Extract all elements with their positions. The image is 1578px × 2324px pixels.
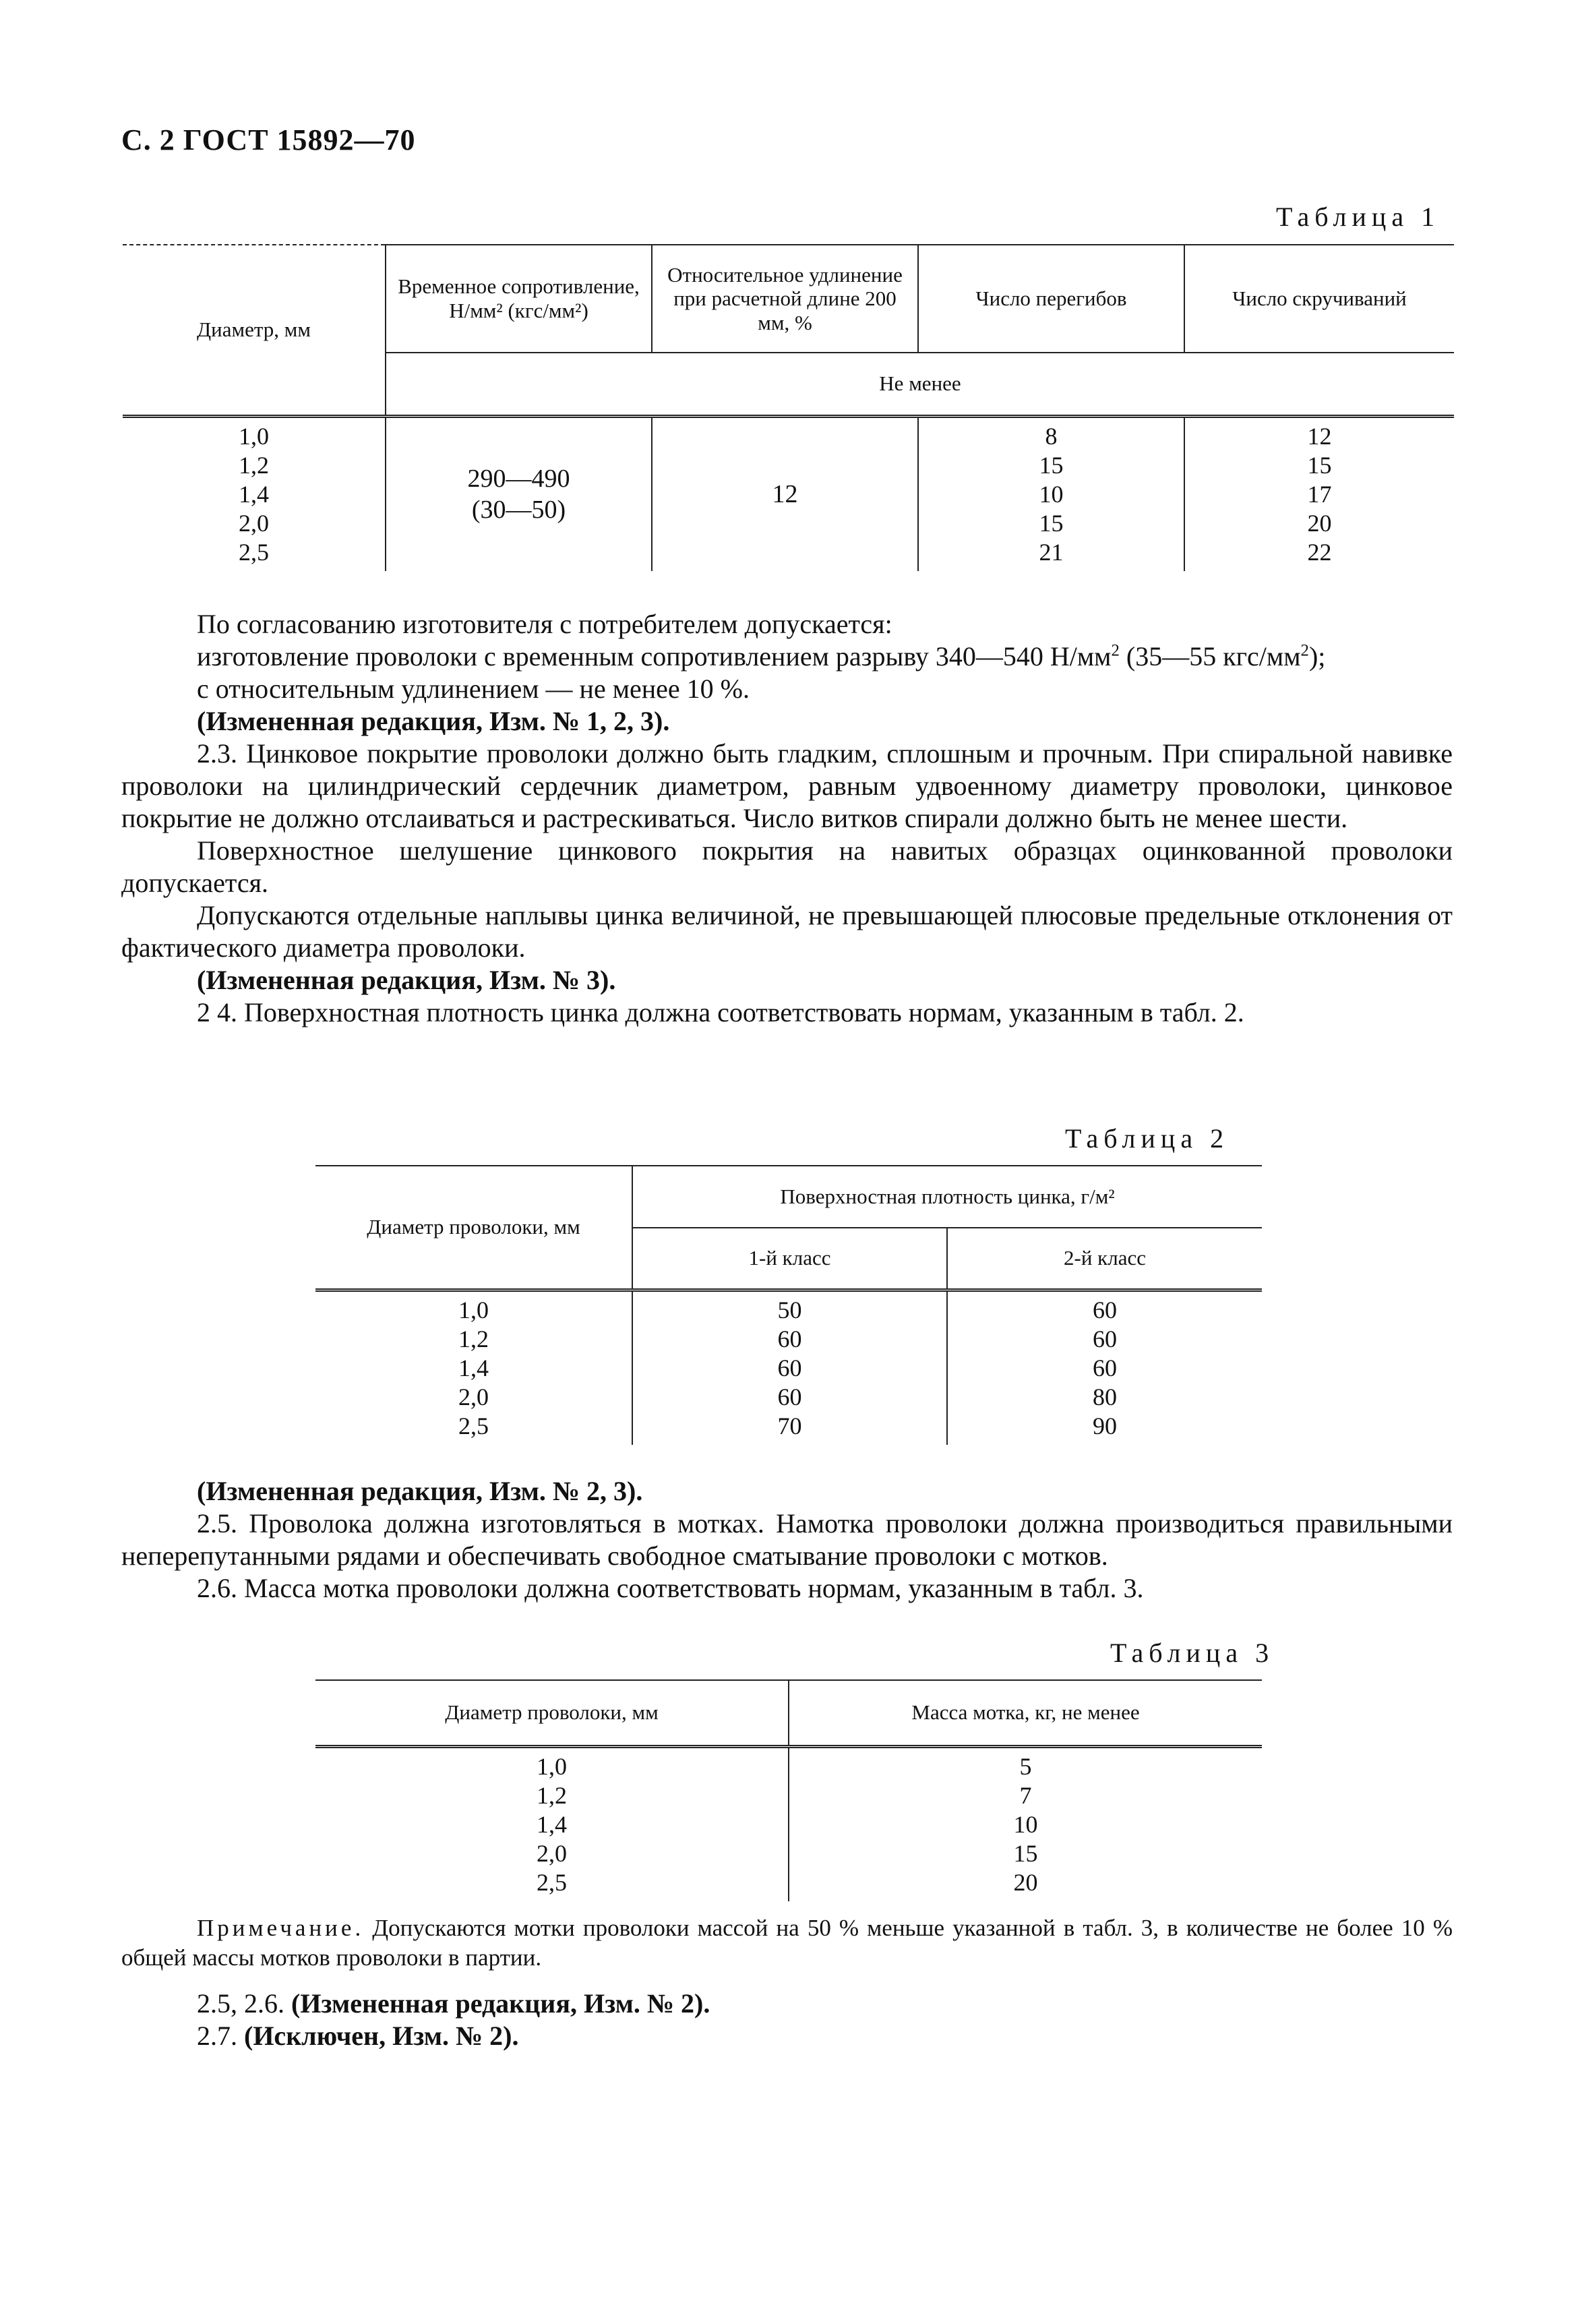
t2-header-class2: 2-й класс: [947, 1228, 1262, 1290]
amendment-text: (Исключен, Изм. № 2).: [244, 2021, 519, 2051]
table1-caption: Таблица 1: [1276, 202, 1440, 232]
t1-header-elongation: Относительное удлинение при расчетной длине 200 мм, %: [652, 245, 918, 353]
clause-2-6: 2.6. Масса мотка проволоки должна соответствовать нормам, указанным в табл. 3.: [197, 1573, 1144, 1603]
t3-header-mass: Масса мотка, кг, не менее: [789, 1680, 1262, 1746]
clause-2-5: 2.5. Проволока должна изготовляться в мотках. Намотка проволоки должна производиться правильными неперепутанными рядами и обеспечивать свободное сматывание проволоки с мотков.: [121, 1508, 1453, 1571]
amendment-note: (Измененная редакция, Изм. № 2, 3).: [197, 1476, 643, 1506]
t2-header-class1: 1-й класс: [632, 1228, 947, 1290]
text-block-2: [121, 1475, 1453, 1605]
t1-col-twists: 12 15 17 20 22: [1184, 416, 1454, 571]
table2-caption: Таблица 2: [1065, 1123, 1230, 1154]
page-header: С. 2 ГОСТ 15892—70: [121, 123, 416, 156]
table3-caption: Таблица 3: [1110, 1638, 1275, 1668]
t2-col-class2: 60 60 60 80 90: [947, 1290, 1262, 1445]
clause-number: 2.5, 2.6.: [197, 1988, 291, 2019]
t2-col-diameters: 1,0 1,2 1,4 2,0 2,5: [315, 1290, 632, 1445]
t1-header-diameter: Диаметр, мм: [123, 245, 386, 416]
t3-col-mass: 5 7 10 15 20: [789, 1746, 1262, 1901]
t2-header-diameter: Диаметр проволоки, мм: [315, 1166, 632, 1290]
paragraph: Поверхностное шелушение цинкового покрытия на навитых образцах оцинкованной проволоки допускается.: [121, 835, 1453, 898]
note-label: Примечание.: [197, 1915, 365, 1941]
t1-col-bends: 8 15 10 15 21: [918, 416, 1184, 571]
clause-2-7: [121, 2020, 1453, 2052]
paragraph: По согласованию изготовителя с потребителем допускается:: [197, 609, 892, 639]
amendment-note: (Измененная редакция, Изм. № 1, 2, 3).: [197, 706, 670, 736]
t1-header-bends: Число перегибов: [918, 245, 1184, 353]
paragraph: Допускаются отдельные наплывы цинка величиной, не превышающей плюсовые предельные отклонения от фактического диаметра проволоки.: [121, 900, 1453, 963]
table1: [123, 244, 1454, 571]
t3-header-diameter: Диаметр проволоки, мм: [315, 1680, 789, 1746]
t1-header-strength: Временное сопротивление, Н/мм² (кгс/мм²): [386, 245, 652, 353]
text-block-3: [121, 1988, 1453, 2052]
t1-header-twists: Число скручиваний: [1184, 245, 1454, 353]
paragraph: с относительным удлинением — не менее 10 %.: [197, 674, 750, 704]
paragraph: изготовление проволоки с временным сопротивлением разрыву 340—540 $Н/мм^2$ (35—55 кгс/$мм^2$);: [197, 641, 1326, 672]
note-text: Допускаются мотки проволоки массой на 50 % меньше указанной в табл. 3, в количестве не более 10 % общей массы мотков проволоки в партии.: [121, 1915, 1453, 1971]
table3-note: [121, 1913, 1453, 1973]
amendment-note: (Измененная редакция, Изм. № 3).: [197, 965, 616, 995]
t1-header-min: Не менее: [386, 353, 1454, 416]
t1-col-diameters: 1,0 1,2 1,4 2,0 2,5: [123, 416, 386, 571]
clause-2-4: 2 4. Поверхностная плотность цинка должна соответствовать нормам, указанным в табл. 2.: [197, 997, 1244, 1027]
clause-number: 2.7.: [197, 2021, 244, 2051]
t1-cell-strength: 290—490 (30—50): [386, 416, 652, 571]
clause-2-3: 2.3. Цинковое покрытие проволоки должно быть гладким, сплошным и прочным. При спиральной навивке проволоки на цилиндрический сердечник диаметром, равным удвоенному диаметру проволоки, цинковое покрытие не должно отслаиваться и растрескиваться. Число витков спирали должно быть не менее шести.: [121, 738, 1453, 833]
amendment-2-5-2-6: [121, 1988, 1453, 2020]
t2-header-density: Поверхностная плотность цинка, г/м²: [632, 1166, 1262, 1228]
t1-cell-elongation: 12: [652, 416, 918, 571]
amendment-text: (Измененная редакция, Изм. № 2).: [291, 1988, 710, 2019]
table2: [315, 1165, 1262, 1445]
text-block-1: [121, 608, 1453, 1029]
t3-col-diameters: 1,0 1,2 1,4 2,0 2,5: [315, 1746, 789, 1901]
table3: [315, 1679, 1262, 1901]
t2-col-class1: 50 60 60 60 70: [632, 1290, 947, 1445]
